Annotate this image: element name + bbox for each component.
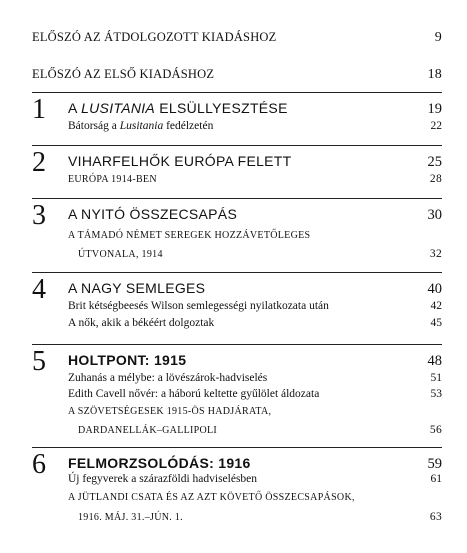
toc-subentry (68, 473, 442, 485)
chapter-title (68, 100, 288, 116)
subentry-page: 63 (429, 511, 442, 523)
divider (32, 145, 442, 146)
subentry-page: 45 (430, 317, 442, 329)
chapter-title-row (68, 352, 442, 370)
chapter-title-row (68, 455, 442, 473)
divider (32, 272, 442, 273)
subentry-title: Zuhanás a mélybe: a lövészárok-hadviselés (68, 372, 268, 384)
subentry-page: 42 (430, 300, 442, 312)
toc-subentry (68, 406, 442, 417)
toc-subentry (68, 492, 442, 503)
divider (32, 447, 442, 448)
divider (32, 344, 442, 345)
chapter-title: VIHARFELHŐK EURÓPA FELETT (68, 153, 292, 169)
subentry-title: ÚTVONALA, 1914 (78, 249, 163, 260)
subentry-title (68, 120, 213, 132)
subentry-page: 56 (429, 424, 442, 436)
chapter-title-row (68, 153, 442, 171)
subentry-page: 53 (430, 388, 442, 400)
chapter-title-italic: LUSITANIA (81, 100, 156, 116)
chapter-title-suffix: ELSÜLLYESZTÉSE (155, 100, 288, 116)
subentry-title: Brit kétségbeesés Wilson semlegességi nyilatkozata után (68, 300, 329, 312)
chapter-title-row (68, 100, 442, 118)
subentry-title: A SZÖVETSÉGESEK 1915-ÖS HADJÁRATA, (68, 406, 272, 417)
toc-subentry (68, 300, 442, 312)
subentry-page: 32 (429, 248, 442, 260)
chapter-number: 2 (32, 147, 46, 178)
subentry-page: 22 (430, 120, 442, 132)
chapter-title: HOLTPONT: 1915 (68, 352, 187, 368)
toc-entry-preface-first (32, 67, 442, 83)
chapter-6 (32, 447, 442, 547)
chapter-title: A NYITÓ ÖSSZECSAPÁS (68, 206, 238, 222)
toc-subentry (68, 248, 442, 260)
chapter-5 (32, 344, 442, 444)
toc-subentry (68, 424, 442, 436)
chapter-title-prefix: A (68, 100, 82, 116)
chapter-title: A NAGY SEMLEGES (68, 280, 206, 296)
subentry-title: Edith Cavell nővér: a háború keltette gyűlölet áldozata (68, 388, 320, 400)
chapter-number: 1 (32, 94, 46, 125)
divider (32, 198, 442, 199)
chapter-page: 59 (427, 456, 442, 472)
chapter-number: 4 (32, 274, 46, 305)
toc-subentry (68, 372, 442, 384)
chapter-page: 40 (427, 281, 442, 297)
entry-title: ELŐSZÓ AZ ELSŐ KIADÁSHOZ (32, 67, 215, 81)
subentry-page: 28 (429, 173, 442, 185)
subentry-prefix: Bátorság a (68, 120, 120, 132)
toc-subentry (68, 230, 442, 241)
chapter-3 (32, 198, 442, 270)
subentry-suffix: fedélzetén (163, 120, 214, 132)
subentry-title: A TÁMADÓ NÉMET SEREGEK HOZZÁVETŐLEGES (68, 230, 311, 241)
chapter-title-row (68, 280, 442, 298)
chapter-page: 19 (427, 101, 442, 117)
entry-title: ELŐSZÓ AZ ÁTDOLGOZOTT KIADÁSHOZ (32, 30, 277, 44)
chapter-title: FELMORZSOLÓDÁS: 1916 (68, 455, 251, 471)
subentry-title: A nők, akik a békéért dolgoztak (68, 317, 215, 329)
chapter-page: 25 (427, 154, 442, 170)
entry-page: 9 (434, 30, 442, 45)
subentry-title: 1916. MÁJ. 31.–JÚN. 1. (78, 512, 183, 523)
chapter-1 (32, 92, 442, 144)
subentry-italic: Lusitania (119, 120, 164, 132)
toc-subentry (68, 173, 442, 185)
chapter-number: 5 (32, 346, 46, 377)
chapter-4 (32, 272, 442, 342)
chapter-title-row (68, 206, 442, 224)
chapter-page: 48 (427, 353, 442, 369)
chapter-number: 3 (32, 200, 46, 231)
chapter-page: 30 (427, 207, 442, 223)
subentry-title: A JÜTLANDI CSATA ÉS AZ AZT KÖVETŐ ÖSSZECSAPÁSOK, (68, 492, 355, 503)
subentry-title: EURÓPA 1914-BEN (68, 174, 157, 185)
divider (32, 92, 442, 93)
toc-entry-preface-revised (32, 30, 442, 46)
toc-subentry (68, 388, 442, 400)
toc-subentry (68, 120, 442, 132)
toc-subentry (68, 317, 442, 329)
subentry-title: Új fegyverek a szárazföldi hadviselésben (68, 473, 258, 485)
chapter-2 (32, 145, 442, 197)
subentry-title: DARDANELLÁK–GALLIPOLI (78, 425, 218, 436)
subentry-page: 61 (430, 473, 442, 485)
subentry-page: 51 (430, 372, 442, 384)
chapter-number: 6 (32, 449, 46, 480)
entry-page: 18 (427, 67, 442, 82)
toc-subentry (68, 511, 442, 523)
